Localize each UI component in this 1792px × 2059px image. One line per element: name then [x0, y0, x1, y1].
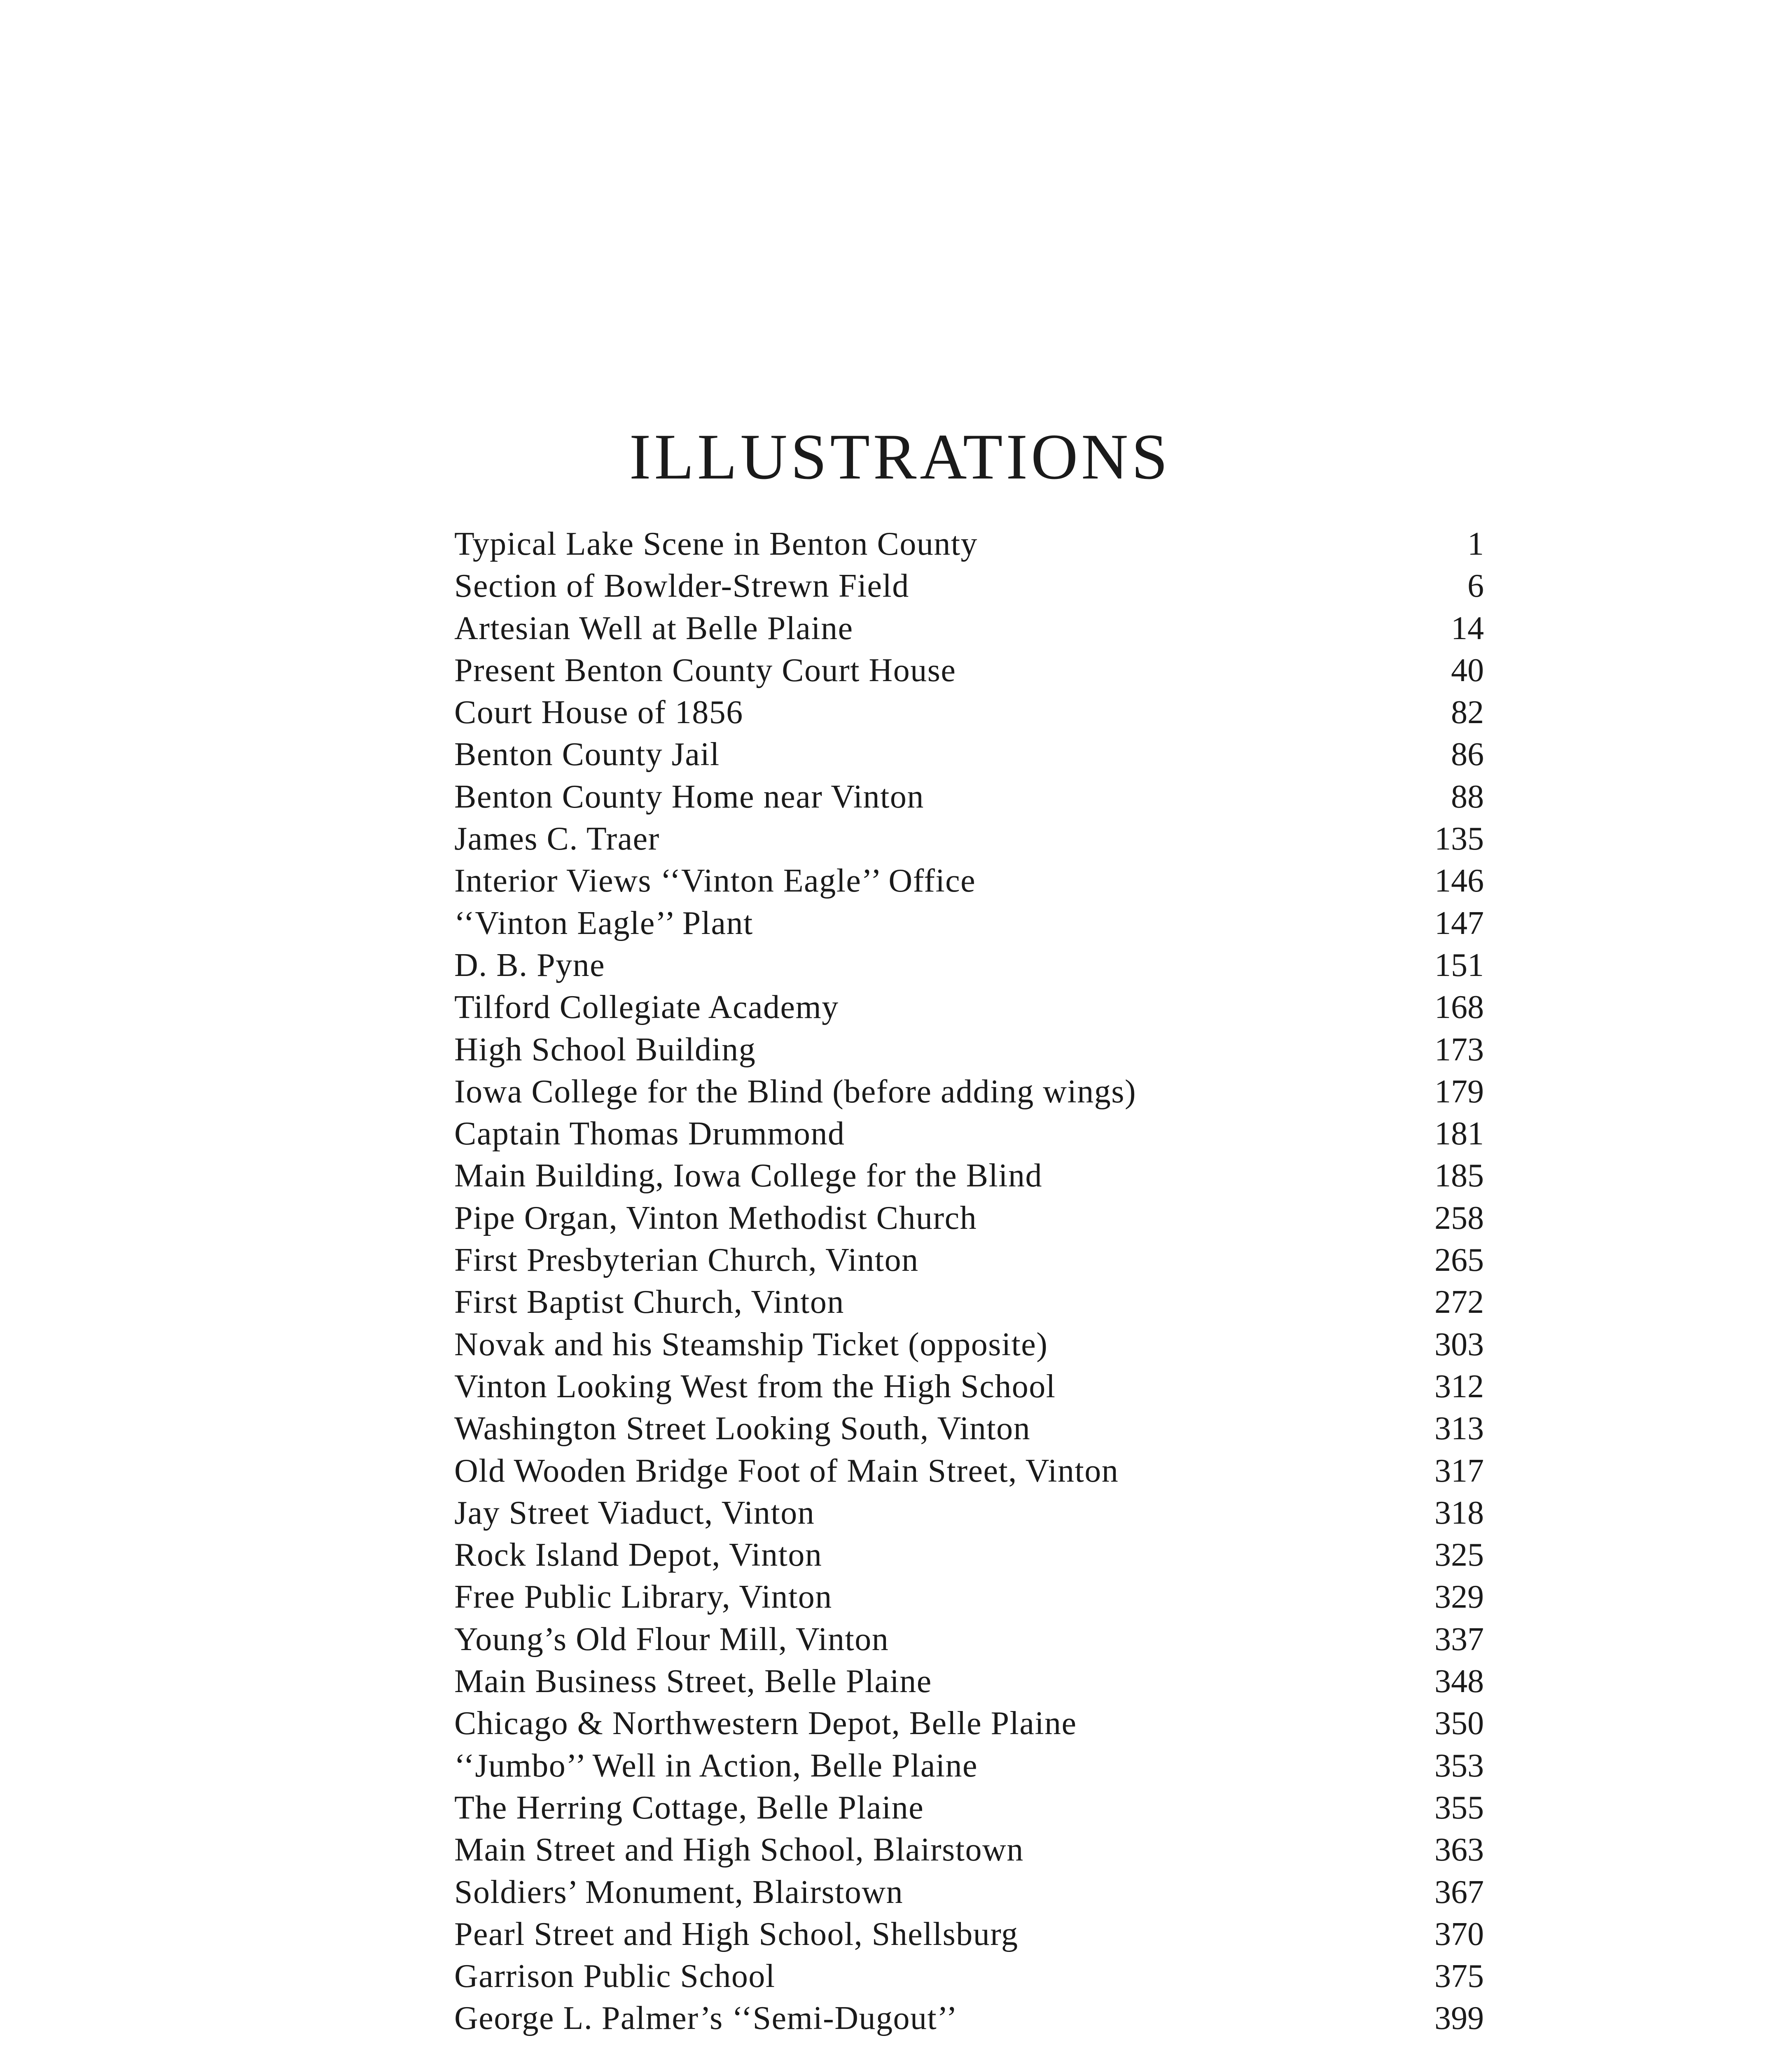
illustration-page-number: 350: [1435, 1705, 1484, 1742]
illustration-entry: [454, 1534, 1484, 1576]
illustration-title: Typical Lake Scene in Benton County: [454, 526, 978, 562]
illustration-entry: [454, 944, 1484, 986]
illustration-page-number: 312: [1435, 1368, 1484, 1405]
illustration-entry: [454, 1492, 1484, 1534]
illustration-title: Novak and his Steamship Ticket (opposite): [454, 1326, 1048, 1363]
illustration-title: Free Public Library, Vinton: [454, 1579, 832, 1615]
illustration-page-number: 367: [1435, 1874, 1484, 1910]
illustration-title: ‘‘Vinton Eagle’’ Plant: [454, 905, 753, 941]
illustration-entry: [454, 1366, 1484, 1408]
illustration-page-number: 173: [1435, 1031, 1484, 1068]
illustration-entry: [454, 1955, 1484, 1997]
illustration-title: Jay Street Viaduct, Vinton: [454, 1494, 815, 1531]
illustration-entry: [454, 902, 1484, 944]
illustration-page-number: 86: [1451, 736, 1484, 773]
illustration-title: Vinton Looking West from the High School: [454, 1368, 1056, 1405]
illustration-title: First Presbyterian Church, Vinton: [454, 1242, 919, 1279]
illustration-entry: [454, 1281, 1484, 1323]
illustration-title: Pipe Organ, Vinton Methodist Church: [454, 1200, 977, 1236]
illustration-title: Main Street and High School, Blairstown: [454, 1832, 1024, 1868]
illustration-entry: [454, 1660, 1484, 1702]
illustration-entry: [454, 986, 1484, 1028]
illustration-title: High School Building: [454, 1031, 756, 1068]
illustration-page-number: 265: [1435, 1242, 1484, 1279]
illustration-entry: [454, 733, 1484, 775]
illustration-title: Artesian Well at Belle Plaine: [454, 610, 853, 647]
illustration-page-number: 1: [1467, 526, 1484, 562]
illustration-title: Iowa College for the Blind (before adding wings): [454, 1073, 1137, 1110]
illustration-page-number: 370: [1435, 1916, 1484, 1952]
illustration-title: Court House of 1856: [454, 694, 743, 731]
illustration-title: Benton County Jail: [454, 736, 720, 773]
page-title: ILLUSTRATIONS: [629, 421, 1171, 493]
illustration-entry: [454, 1913, 1484, 1955]
illustration-title: Present Benton County Court House: [454, 652, 956, 689]
illustration-page-number: 88: [1451, 778, 1484, 815]
illustration-entry: [454, 1787, 1484, 1829]
illustration-page-number: 168: [1435, 989, 1484, 1026]
illustration-page-number: 146: [1435, 863, 1484, 899]
illustration-title: ‘‘Jumbo’’ Well in Action, Belle Plaine: [454, 1747, 978, 1784]
illustration-entry: [454, 818, 1484, 860]
illustration-title: The Herring Cottage, Belle Plaine: [454, 1789, 924, 1826]
illustration-title: Soldiers’ Monument, Blairstown: [454, 1874, 904, 1910]
illustration-title: Benton County Home near Vinton: [454, 778, 924, 815]
illustration-title: Interior Views ‘‘Vinton Eagle’’ Office: [454, 863, 976, 899]
illustration-title: Chicago & Northwestern Depot, Belle Plaine: [454, 1705, 1077, 1742]
illustration-page-number: 337: [1435, 1621, 1484, 1657]
illustration-title: Young’s Old Flour Mill, Vinton: [454, 1621, 889, 1657]
illustration-entry: [454, 1239, 1484, 1281]
illustration-entry: [454, 1618, 1484, 1660]
illustration-entry: [454, 1113, 1484, 1155]
illustration-entry: [454, 1408, 1484, 1450]
illustration-entry: [454, 860, 1484, 902]
illustration-entry: [454, 1071, 1484, 1113]
illustration-page-number: 325: [1435, 1537, 1484, 1573]
illustration-page-number: 185: [1435, 1158, 1484, 1194]
illustration-page-number: 317: [1435, 1452, 1484, 1489]
illustration-page-number: 318: [1435, 1494, 1484, 1531]
illustration-title: Captain Thomas Drummond: [454, 1116, 845, 1152]
illustration-entry: [454, 1745, 1484, 1787]
illustration-entry: [454, 1829, 1484, 1871]
illustration-page-number: 6: [1467, 568, 1484, 605]
illustration-entry: [454, 523, 1484, 565]
illustration-page-number: 179: [1435, 1073, 1484, 1110]
illustration-entry: [454, 1197, 1484, 1239]
illustration-title: Old Wooden Bridge Foot of Main Street, Vinton: [454, 1452, 1119, 1489]
illustration-title: George L. Palmer’s ‘‘Semi-Dugout’’: [454, 2000, 958, 2037]
illustration-page-number: 181: [1435, 1116, 1484, 1152]
illustration-title: Garrison Public School: [454, 1958, 776, 1995]
illustration-entry: [454, 565, 1484, 607]
illustration-entry: [454, 691, 1484, 733]
illustration-page-number: 135: [1435, 821, 1484, 857]
illustration-page-number: 303: [1435, 1326, 1484, 1363]
illustration-page-number: 82: [1451, 694, 1484, 731]
illustration-title: Tilford Collegiate Academy: [454, 989, 839, 1026]
illustration-page-number: 40: [1451, 652, 1484, 689]
illustration-page-number: 313: [1435, 1410, 1484, 1447]
illustration-entry: [454, 1997, 1484, 2039]
illustration-page-number: 258: [1435, 1200, 1484, 1236]
illustration-page-number: 348: [1435, 1663, 1484, 1700]
illustration-title: Section of Bowlder-Strewn Field: [454, 568, 909, 605]
illustration-page-number: 147: [1435, 905, 1484, 941]
illustration-title: Washington Street Looking South, Vinton: [454, 1410, 1031, 1447]
illustration-entry: [454, 1450, 1484, 1492]
illustration-page-number: 151: [1435, 947, 1484, 983]
illustration-title: Main Business Street, Belle Plaine: [454, 1663, 932, 1700]
illustration-page-number: 399: [1435, 2000, 1484, 2037]
illustration-title: Rock Island Depot, Vinton: [454, 1537, 822, 1573]
illustration-page-number: 272: [1435, 1284, 1484, 1321]
illustrations-list: [454, 523, 1484, 2040]
illustration-page-number: 355: [1435, 1789, 1484, 1826]
illustration-entry: [454, 607, 1484, 649]
illustration-entry: [454, 1155, 1484, 1197]
illustration-entry: [454, 1576, 1484, 1618]
illustration-entry: [454, 776, 1484, 818]
illustration-title: Main Building, Iowa College for the Blind: [454, 1158, 1042, 1194]
illustration-entry: [454, 1871, 1484, 1913]
illustration-entry: [454, 1029, 1484, 1071]
illustration-title: Pearl Street and High School, Shellsburg: [454, 1916, 1019, 1952]
illustration-page-number: 353: [1435, 1747, 1484, 1784]
illustration-entry: [454, 1702, 1484, 1744]
illustration-page-number: 329: [1435, 1579, 1484, 1615]
illustration-page-number: 14: [1451, 610, 1484, 647]
illustration-entry: [454, 1324, 1484, 1366]
illustration-page-number: 375: [1435, 1958, 1484, 1995]
illustration-page-number: 363: [1435, 1832, 1484, 1868]
illustration-title: James C. Traer: [454, 821, 660, 857]
illustration-title: First Baptist Church, Vinton: [454, 1284, 844, 1321]
illustration-entry: [454, 649, 1484, 691]
illustration-title: D. B. Pyne: [454, 947, 605, 983]
